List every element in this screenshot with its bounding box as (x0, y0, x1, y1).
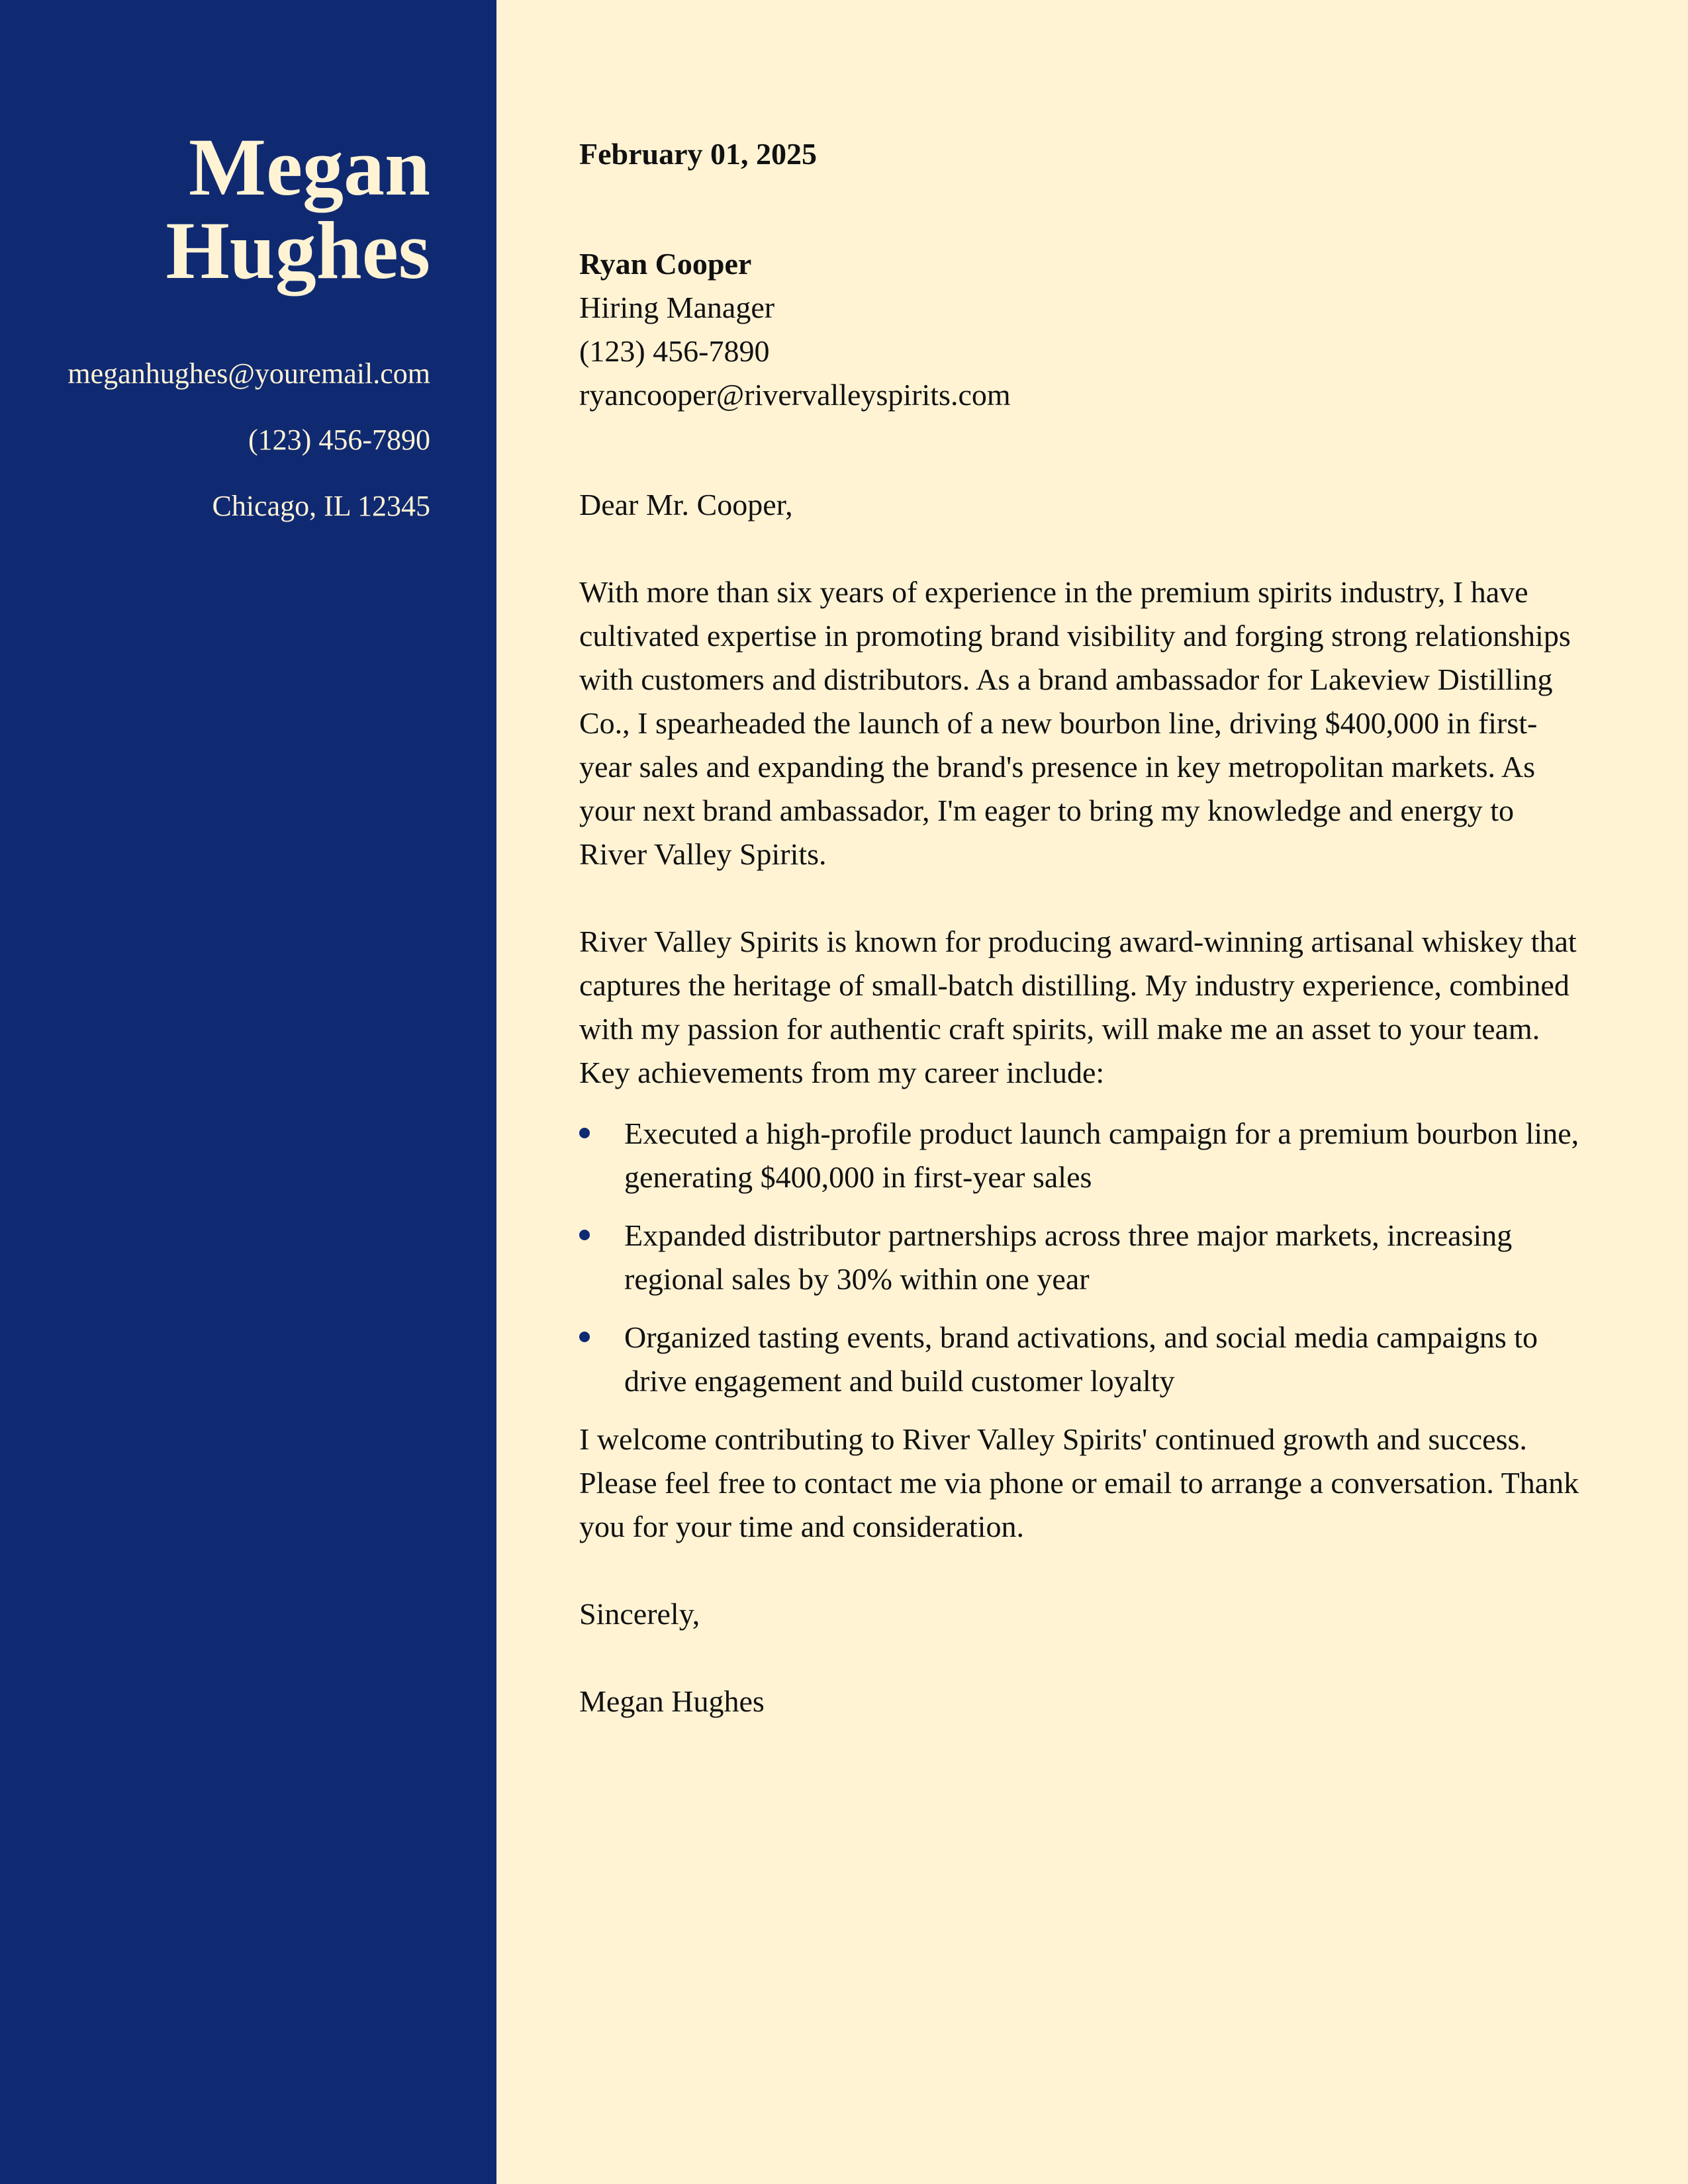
sidebar (0, 0, 496, 2184)
signature: Megan Hughes (579, 1684, 765, 1718)
paragraph-closing: I welcome contributing to River Valley Spirits' continued growth and success. Please feel free to contact me via phone or email to arrange a conversation. Thank you for your time and consideration. (579, 1422, 1579, 1543)
paragraph-intro: With more than six years of experience in the premium spirits industry, I have cultivated expertise in promoting brand visibility and forging strong relationships with customers and distributors. As a brand ambassador for Lakeview Distilling Co., I spearheaded the launch of a new bourbon line, driving $400,000 in first-year sales and expanding the brand's presence in key metropolitan markets. As your next brand ambassador, I'm eager to bring my knowledge and energy to River Valley Spirits. (579, 575, 1571, 871)
recipient-phone: (123) 456-7890 (579, 334, 770, 368)
sender-phone: (123) 456-7890 (248, 424, 430, 456)
achievement-item (579, 1316, 1589, 1403)
letter-date: February 01, 2025 (579, 137, 818, 171)
bullet-icon (579, 1332, 590, 1342)
sign-off: Sincerely, (579, 1597, 700, 1631)
letter-body (496, 0, 1688, 2184)
sender-name (40, 122, 430, 296)
sender-location: Chicago, IL 12345 (212, 490, 430, 522)
recipient-block (579, 242, 1589, 417)
achievement-item (579, 1112, 1589, 1199)
bullet-icon (579, 1128, 590, 1138)
sender-first-name: Megan (188, 122, 430, 212)
sender-last-name: Hughes (165, 205, 430, 296)
achievements-list (579, 1112, 1589, 1403)
recipient-name: Ryan Cooper (579, 247, 752, 281)
achievement-item (579, 1214, 1589, 1301)
recipient-title: Hiring Manager (579, 291, 775, 324)
paragraph-company: River Valley Spirits is known for producing award-winning artisanal whiskey that captures the heritage of small-batch distilling. My industry experience, combined with my passion for authentic craft spirits, will make me an asset to your team. Key achievements from my career include: (579, 925, 1577, 1089)
achievement-text: Expanded distributor partnerships across three major markets, increasing regional sales by 30% within one year (624, 1218, 1513, 1296)
recipient-email: ryancooper@rivervalleyspirits.com (579, 378, 1011, 412)
bullet-icon (579, 1230, 590, 1240)
achievement-text: Executed a high-profile product launch campaign for a premium bourbon line, generating $400,000 in first-year sales (624, 1116, 1579, 1194)
achievement-text: Organized tasting events, brand activations, and social media campaigns to drive engagement and build customer loyalty (624, 1320, 1538, 1398)
sender-email: meganhughes@youremail.com (68, 357, 430, 390)
salutation: Dear Mr. Cooper, (579, 488, 793, 522)
